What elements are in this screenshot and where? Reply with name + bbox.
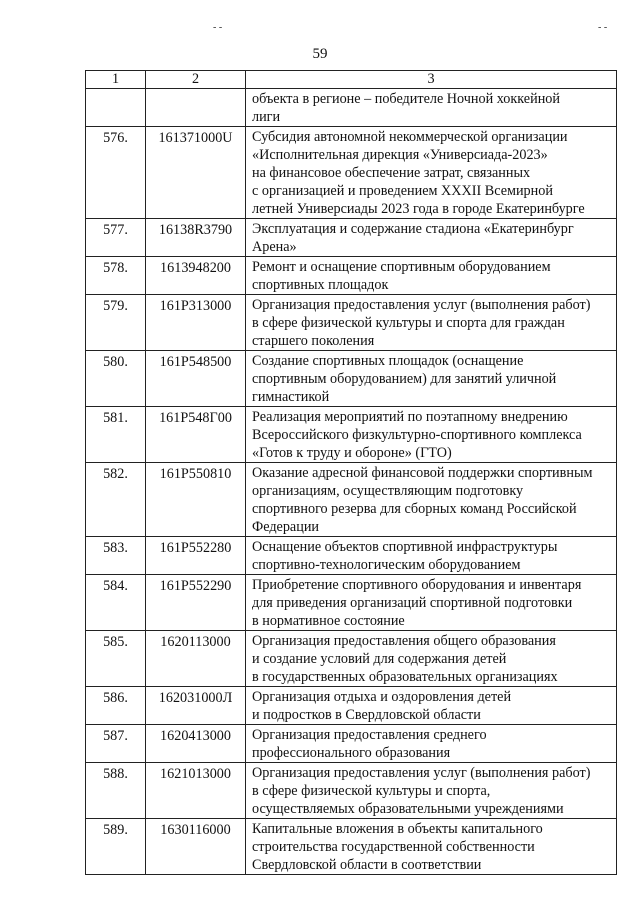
classification-code-cell: 1621013000 [146, 763, 246, 819]
row-number-cell: 577. [86, 219, 146, 257]
column-header-description: 3 [246, 71, 617, 89]
table-row [86, 631, 617, 687]
description-cell: Оказание адресной финансовой поддержки спортивным организациям, осуществляющим подготовку спортивного резерва для сборных команд Российской Федерации [246, 463, 617, 537]
description-cell: объекта в регионе – победителе Ночной хоккейной лиги [246, 89, 617, 127]
classification-code-cell: 161P552290 [146, 575, 246, 631]
row-number-cell: 585. [86, 631, 146, 687]
row-number-cell: 587. [86, 725, 146, 763]
description-cell: Эксплуатация и содержание стадиона «Екатеринбург Арена» [246, 219, 617, 257]
scan-speck-right: - - [598, 22, 608, 33]
classification-code-cell: 16138R3790 [146, 219, 246, 257]
description-cell: Оснащение объектов спортивной инфраструктуры спортивно-технологическим оборудованием [246, 537, 617, 575]
table-row [86, 819, 617, 875]
description-cell: Реализация мероприятий по поэтапному внедрению Всероссийского физкультурно-спортивного комплекса «Готов к труду и обороне» (ГТО) [246, 407, 617, 463]
description-cell: Организация предоставления услуг (выполнения работ) в сфере физической культуры и спорта, осуществляемых образовательными учреждениями [246, 763, 617, 819]
table-row [86, 725, 617, 763]
table-row [86, 407, 617, 463]
classification-code-cell: 1630116000 [146, 819, 246, 875]
row-number-cell: 580. [86, 351, 146, 407]
row-number-cell: 588. [86, 763, 146, 819]
column-header-code: 2 [146, 71, 246, 89]
description-cell: Организация отдыха и оздоровления детей и подростков в Свердловской области [246, 687, 617, 725]
description-cell: Ремонт и оснащение спортивным оборудованием спортивных площадок [246, 257, 617, 295]
table-header-row [86, 71, 617, 89]
description-cell: Создание спортивных площадок (оснащение спортивным оборудованием) для занятий уличной гимнастикой [246, 351, 617, 407]
classification-code-cell: 161P552280 [146, 537, 246, 575]
description-cell: Организация предоставления среднего профессионального образования [246, 725, 617, 763]
row-number-cell [86, 89, 146, 127]
row-number-cell: 583. [86, 537, 146, 575]
table-row [86, 89, 617, 127]
classification-code-cell: 161P313000 [146, 295, 246, 351]
table-row [86, 295, 617, 351]
table-row [86, 687, 617, 725]
column-header-number: 1 [86, 71, 146, 89]
table-row [86, 257, 617, 295]
row-number-cell: 578. [86, 257, 146, 295]
table-row [86, 575, 617, 631]
row-number-cell: 581. [86, 407, 146, 463]
budget-classification-table [85, 70, 617, 875]
row-number-cell: 579. [86, 295, 146, 351]
classification-code-cell: 161P550810 [146, 463, 246, 537]
description-cell: Субсидия автономной некоммерческой организации «Исполнительная дирекция «Универсиада-2023» на финансовое обеспечение затрат, связанных с организацией и проведением XXXII Всемирной летней Универсиады 2023 года в городе Екатеринбурге [246, 127, 617, 219]
page-number: 59 [312, 46, 328, 62]
table-row [86, 351, 617, 407]
table-row [86, 537, 617, 575]
description-cell: Приобретение спортивного оборудования и инвентаря для приведения организаций спортивной подготовки в нормативное состояние [246, 575, 617, 631]
classification-code-cell: 1613948200 [146, 257, 246, 295]
description-cell: Капитальные вложения в объекты капитального строительства государственной собственности Свердловской области в соответствии [246, 819, 617, 875]
row-number-cell: 582. [86, 463, 146, 537]
table-body [86, 89, 617, 875]
classification-code-cell: 161371000U [146, 127, 246, 219]
row-number-cell: 584. [86, 575, 146, 631]
row-number-cell: 576. [86, 127, 146, 219]
classification-code-cell: 161P548Г00 [146, 407, 246, 463]
description-cell: Организация предоставления услуг (выполнения работ) в сфере физической культуры и спорта для граждан старшего поколения [246, 295, 617, 351]
table-row [86, 127, 617, 219]
table-row [86, 763, 617, 819]
classification-code-cell: 162031000Л [146, 687, 246, 725]
classification-code-cell: 161P548500 [146, 351, 246, 407]
description-cell: Организация предоставления общего образования и создание условий для содержания детей в государственных образовательных организациях [246, 631, 617, 687]
classification-code-cell [146, 89, 246, 127]
classification-code-cell: 1620113000 [146, 631, 246, 687]
table-row [86, 219, 617, 257]
table-row [86, 463, 617, 537]
row-number-cell: 586. [86, 687, 146, 725]
row-number-cell: 589. [86, 819, 146, 875]
classification-code-cell: 1620413000 [146, 725, 246, 763]
scan-speck-left: - - [213, 22, 223, 33]
